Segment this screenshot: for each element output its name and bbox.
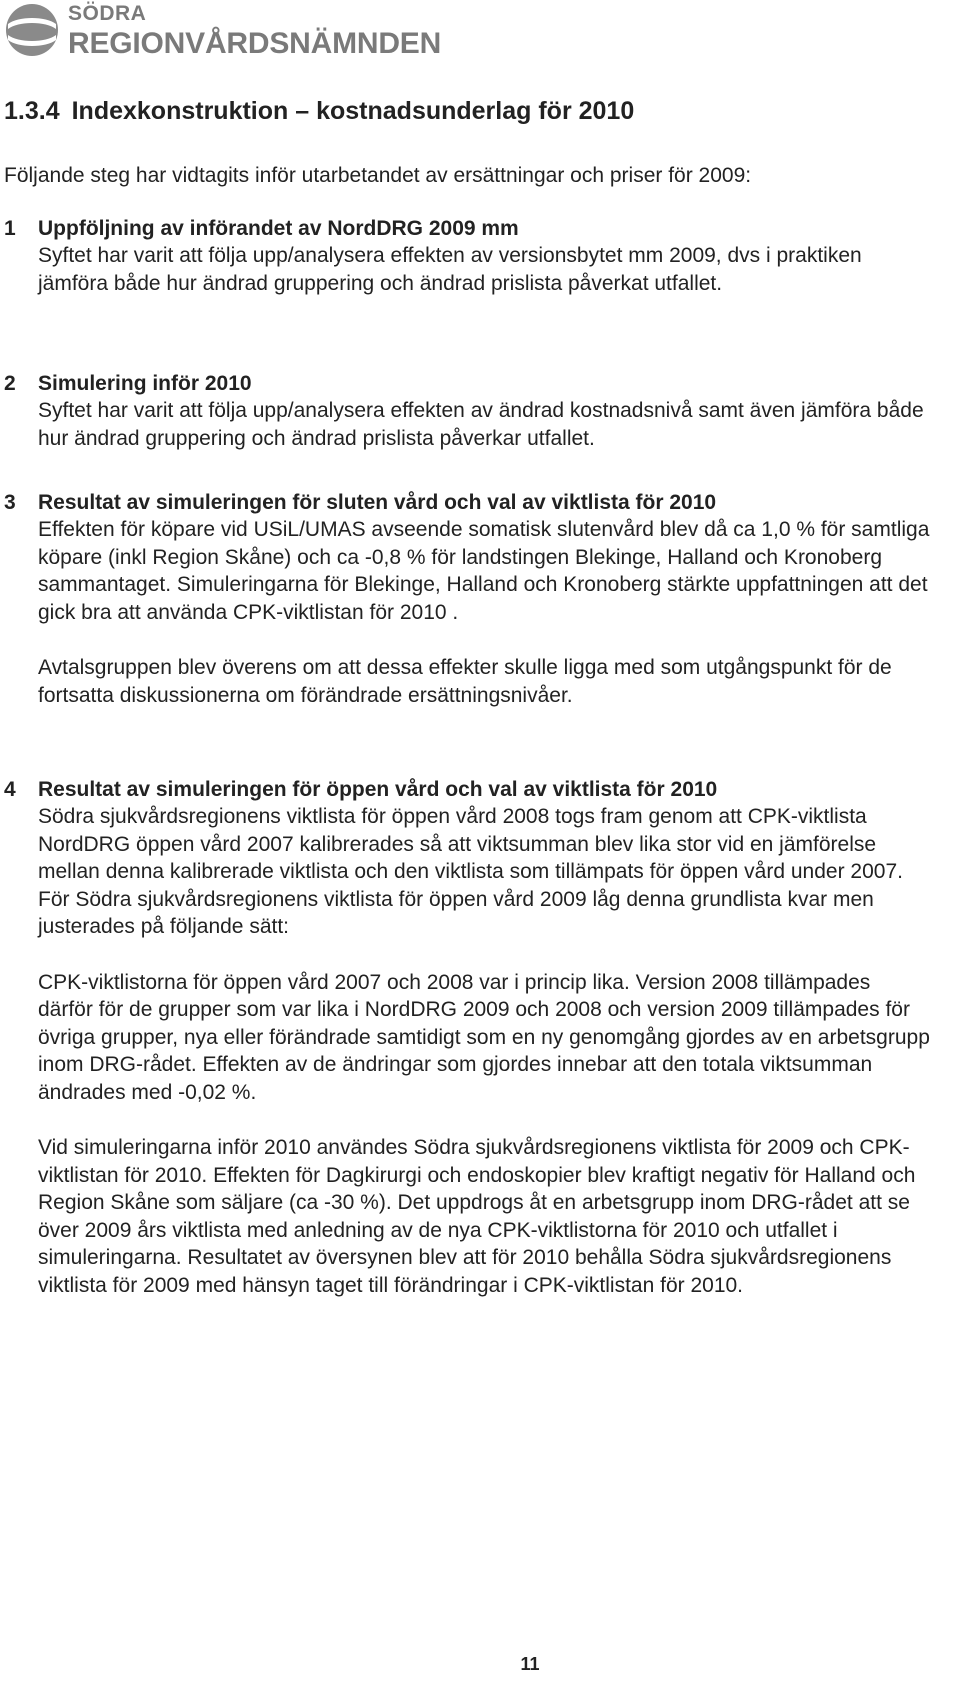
section-3-paragraph-2: Avtalsgruppen blev överens om att dessa effekter skulle ligga med som utgångspunkt för de fortsatta diskussionerna om förändrade ersättningsnivåer. [38,656,892,707]
sodra-logo-emblem-icon [2,2,62,58]
section-1-title: Uppföljning av införandet av NordDRG 2009 mm [38,217,519,240]
heading-number: 1.3.4 [4,97,60,125]
section-1-paragraph-1: Syftet har varit att följa upp/analysera effekten av versionsbytet mm 2009, dvs i praktiken jämföra både hur ändrad gruppering och ändrad prislista påverkat utfallet. [38,244,862,295]
section-4-heading [0,776,930,803]
section-3-number: 3 [4,491,16,514]
section-4-title: Resultat av simuleringen för öppen vård och val av viktlista för 2010 [38,778,718,801]
section-4-number: 4 [4,778,16,801]
header-logo [0,0,442,62]
section-1 [0,215,930,297]
section-2-paragraph-1: Syftet har varit att följa upp/analysera effekten av ändrad kostnadsnivå samt även jämföra både hur ändrad gruppering och ändrad prislista påverkar utfallet. [38,399,924,450]
section-3-heading [0,489,930,516]
logo-text-sodra: SÖDRA [68,2,147,25]
section-1-number: 1 [4,217,16,240]
section-4 [0,776,930,1299]
page-number: 11 [520,1654,540,1674]
section-4-paragraph-1: Södra sjukvårdsregionens viktlista för öppen vård 2008 togs fram genom att CPK-viktlista NordDRG öppen vård 2007 kalibrerades så att viktsumman blev lika stor vid en jämförelse mellan denna kalibrerade viktlista och den viktlista som tillämpats för öppen vård under 2007. För Södra sjukvårdsregionens viktlista för öppen vård 2009 låg denna grundlista kvar men justerades på följande sätt: [38,805,903,938]
section-3-title: Resultat av simuleringen för sluten vård och val av viktlista för 2010 [38,491,717,514]
section-4-paragraph-2: CPK-viktlistorna för öppen vård 2007 och 2008 var i princip lika. Version 2008 tillämpades därför för de grupper som var lika i NordDRG 2009 och 2008 och version 2009 tillämpades för övriga grupper, nya eller förändrade samtidigt som en ny genomgång gjordes av en arbetsgrupp inom DRG-rådet. Effekten av de ändringar som gjordes innebar att den totala viktsumman ändrades med -0,02 %. [38,970,930,1104]
intro-paragraph: Följande steg har vidtagits inför utarbetandet av ersättningar och priser för 2009: [4,164,752,187]
section-3-paragraph-1: Effekten för köpare vid USiL/UMAS avseende somatisk slutenvård blev då ca 1,0 % för samtliga köpare (inkl Region Skåne) och ca -0,8 % för landstingen Blekinge, Halland och Kronoberg sammantaget. Simuleringarna för Blekinge, Halland och Kronoberg stärkte uppfattningen att det gick bra att använda CPK-viktlistan för 2010 . [38,518,930,624]
heading-title: Indexkonstruktion – kostnadsunderlag för 2010 [71,97,635,125]
section-1-heading [0,215,930,242]
section-3 [0,489,930,709]
section-2-heading [0,370,930,397]
logo-text-regionvardsnamnden: REGIONVÅRDSNÄMNDEN [68,27,442,60]
section-2-number: 2 [4,372,16,395]
section-2 [0,370,930,452]
section-heading [4,97,634,126]
section-2-title: Simulering inför 2010 [38,372,252,395]
section-4-paragraph-3: Vid simuleringarna inför 2010 användes Södra sjukvårdsregionens viktlista för 2009 och CPK-viktlistan för 2010. Effekten för Dagkirurgi och endoskopier blev kraftigt negativ för Halland och Region Skåne som säljare (ca -30 %). Det uppdrogs åt en arbetsgrupp inom DRG-rådet att se över 2009 års viktlista med anledning av de nya CPK-viktlistorna för 2010 och utfallet i simuleringarna. Resultatet av översynen blev att för 2010 behålla Södra sjukvårdsregionens viktlista för 2009 med hänsyn taget till förändringar i CPK-viktlistan för 2010. [38,1136,916,1297]
